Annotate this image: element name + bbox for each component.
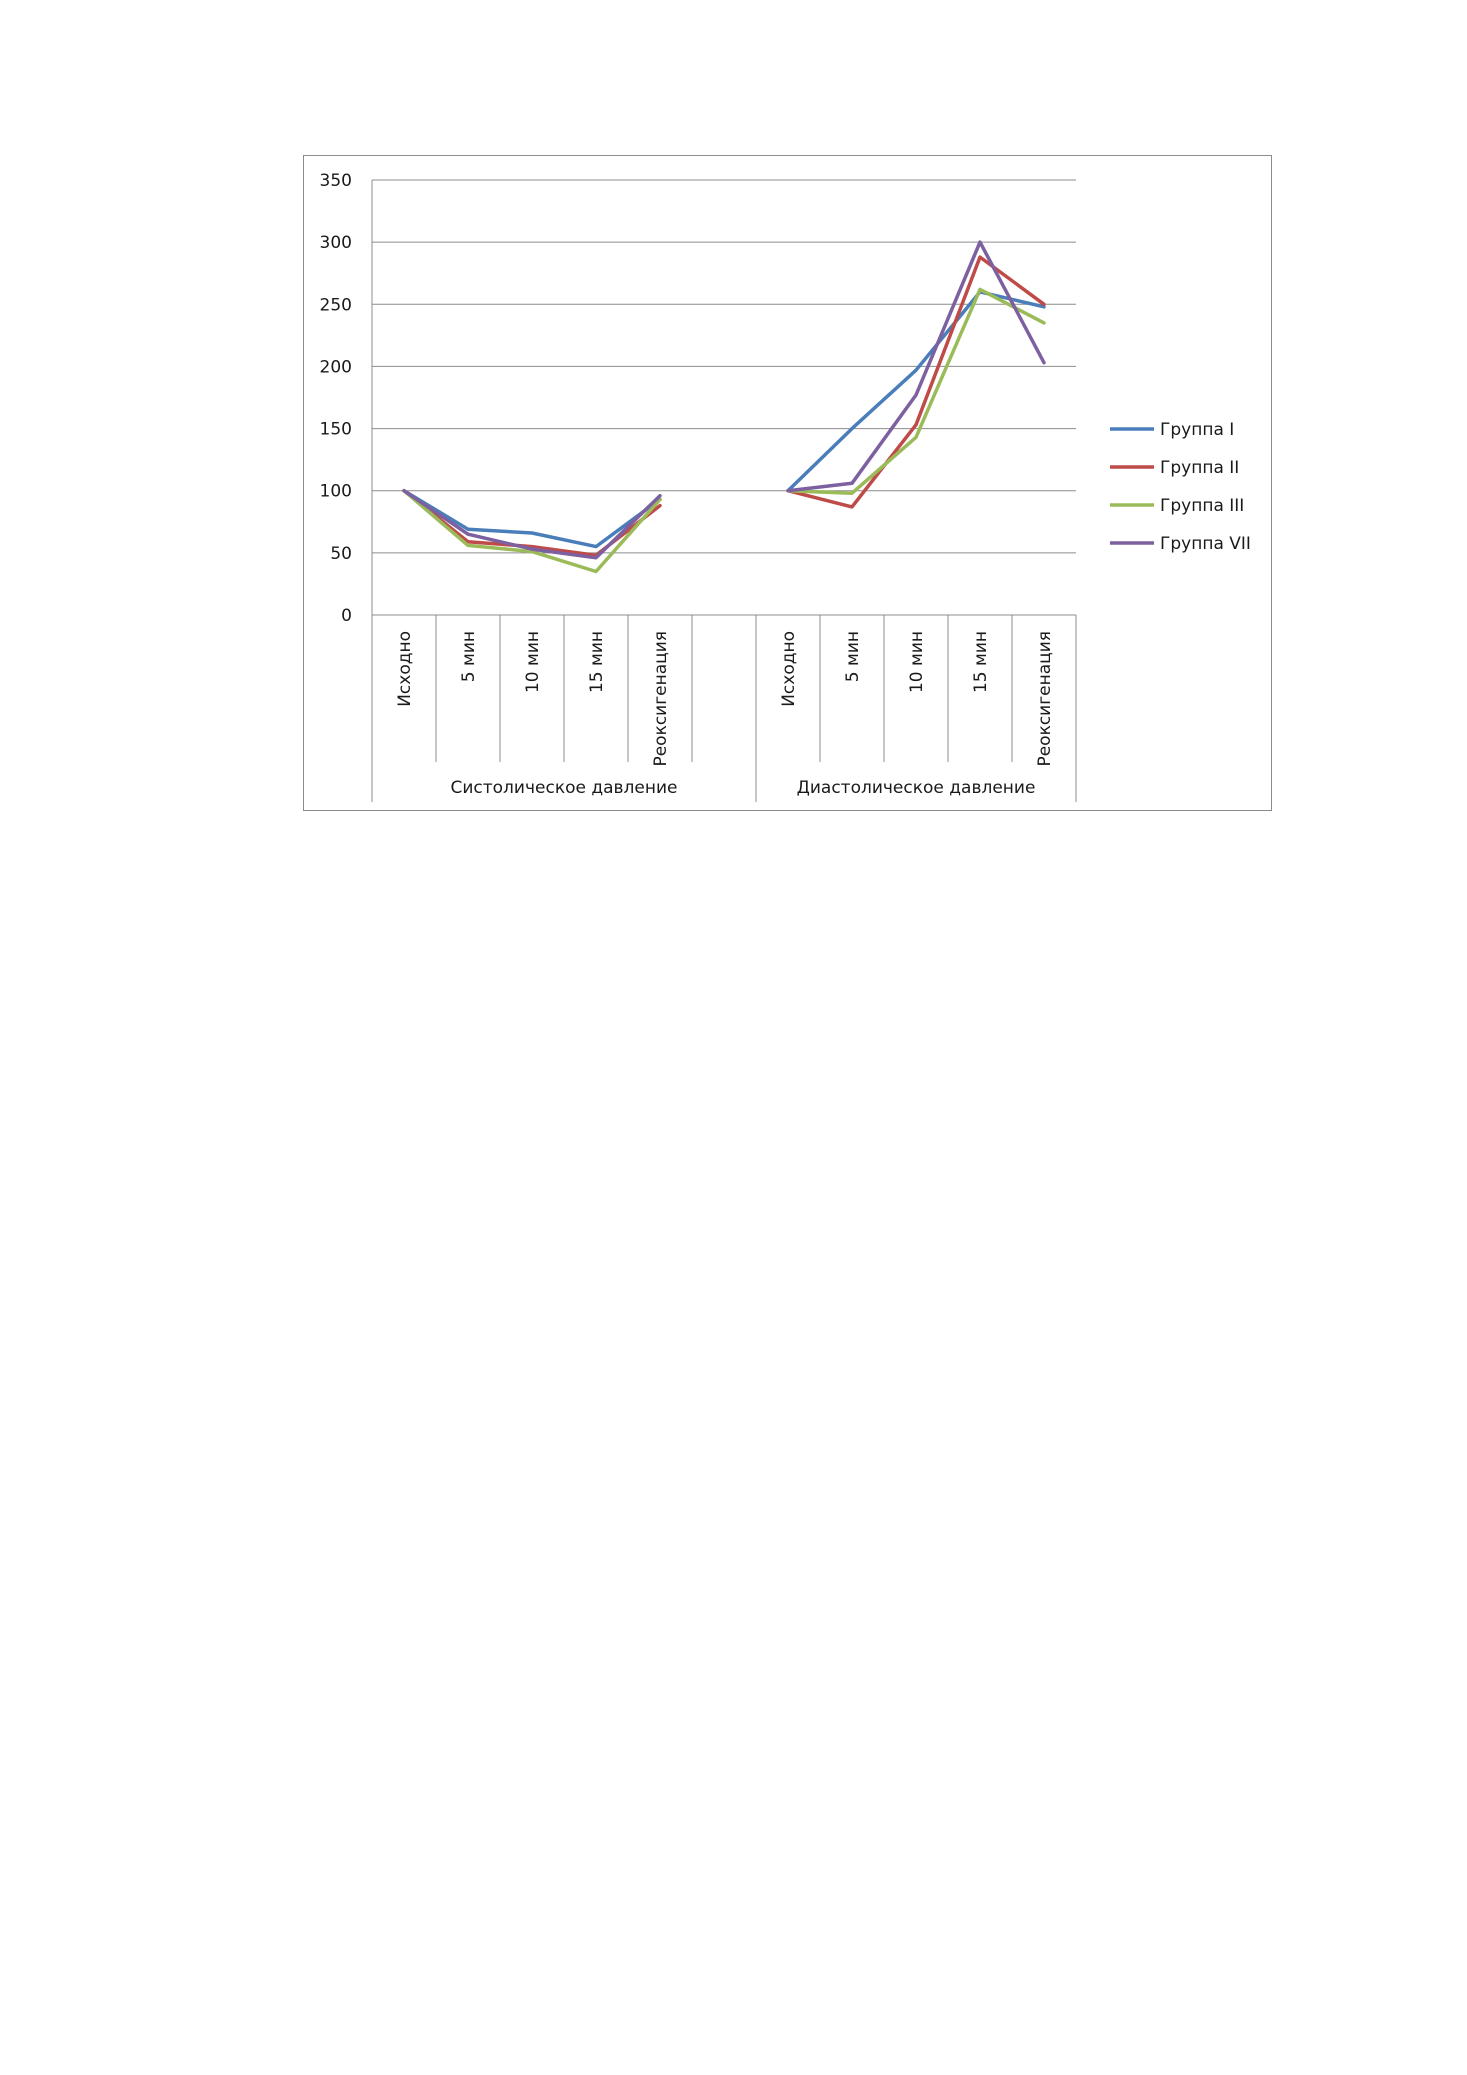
category-tick-label: Реоксигенация — [1035, 631, 1055, 767]
group-label: Диастолическое давление — [796, 778, 1036, 798]
y-tick-label: 300 — [319, 233, 352, 254]
category-tick-label: 15 мин — [971, 631, 991, 694]
legend-label: Группа I — [1160, 420, 1235, 440]
category-tick-label: 15 мин — [587, 631, 607, 694]
legend — [1110, 420, 1251, 554]
y-tick-label: 350 — [319, 171, 352, 191]
legend-label: Группа VII — [1160, 534, 1251, 554]
y-tick-label: 0 — [341, 606, 352, 626]
category-tick-label: 5 мин — [843, 631, 863, 683]
category-tick-label: 10 мин — [523, 631, 543, 694]
y-tick-labels — [320, 171, 352, 626]
category-tick-label: Исходно — [395, 631, 415, 707]
y-tick-label: 250 — [319, 295, 352, 316]
category-axis — [395, 615, 1076, 802]
category-tick-label: 10 мин — [907, 631, 927, 694]
legend-label: Группа III — [1160, 496, 1245, 516]
category-tick-label: Реоксигенация — [651, 631, 671, 767]
y-tick-label: 150 — [319, 419, 352, 440]
line-chart — [304, 156, 1273, 812]
series-line-diastolic — [788, 257, 1044, 507]
gridlines — [372, 180, 1076, 553]
series-lines — [404, 242, 1044, 571]
category-tick-label: 5 мин — [459, 631, 479, 683]
group-label: Систолическое давление — [450, 778, 678, 798]
y-tick-label: 100 — [319, 481, 352, 502]
y-tick-label: 200 — [319, 357, 352, 378]
category-tick-label: Исходно — [779, 631, 799, 707]
legend-label: Группа II — [1160, 458, 1240, 478]
chart-frame — [303, 155, 1272, 811]
y-tick-label: 50 — [330, 543, 352, 564]
